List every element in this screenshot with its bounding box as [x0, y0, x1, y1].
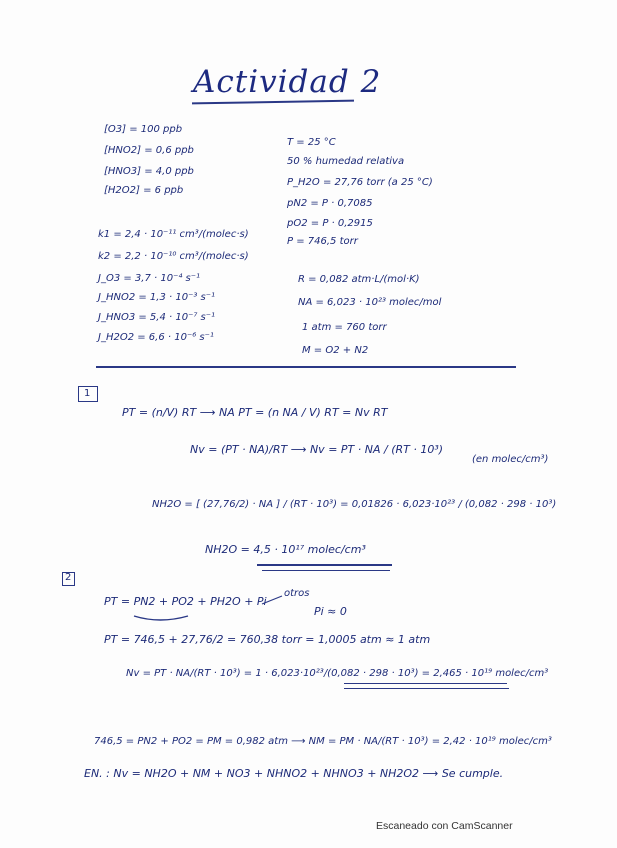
condition: pO2 = P · 0,2915 — [287, 218, 373, 229]
constant: 1 atm = 760 torr — [302, 322, 387, 333]
equation-line: PT = (n/V) RT ⟶ NA PT = (n NA / V) RT = Nv RT — [122, 406, 388, 419]
equation-line: NH2O = [ (27,76/2) · NA ] / (RT · 10³) = 0,01826 · 6,023·10²³ / (0,082 · 298 · 10³) — [152, 499, 557, 510]
equation-line: 746,5 = PN2 + PO2 = PM = 0,982 atm ⟶ NM = PM · NA/(RT · 10³) = 2,42 · 10¹⁹ molec/cm³ — [94, 736, 552, 747]
page-title: Actividad 2 — [193, 64, 382, 100]
given-concentration: [HNO3] = 4,0 ppb — [104, 166, 194, 177]
arrow-mark — [262, 596, 282, 604]
rate-constant: J_H2O2 = 6,6 · 10⁻⁶ s⁻¹ — [98, 332, 214, 343]
equation-line: EN. : Nv = NH2O + NM + NO3 + NHNO2 + NHNO3 + NH2O2 ⟶ Se cumple. — [84, 767, 504, 780]
equation-line: PT = PN2 + PO2 + PH2O + Pi — [104, 595, 267, 608]
condition: 50 % humedad relativa — [287, 156, 405, 167]
unit-note: (en molec/cm³) — [472, 454, 549, 465]
given-concentration: [H2O2] = 6 ppb — [104, 185, 184, 196]
result-line: NH2O = 4,5 · 10¹⁷ molec/cm³ — [205, 543, 366, 556]
given-concentration: [O3] = 100 ppb — [104, 124, 183, 135]
section-number: 2 — [65, 572, 72, 583]
constant: NA = 6,023 · 10²³ molec/mol — [298, 297, 442, 308]
section-number: 1 — [84, 388, 91, 399]
annotation: Pi ≈ 0 — [314, 605, 347, 618]
rate-constant: k1 = 2,4 · 10⁻¹¹ cm³/(molec·s) — [98, 229, 249, 240]
scanner-watermark: Escaneado con CamScanner — [376, 820, 513, 832]
equation-line: PT = 746,5 + 27,76/2 = 760,38 torr = 1,0005 atm ≈ 1 atm — [104, 633, 431, 646]
equation-line: Nv = (PT · NA)/RT ⟶ Nv = PT · NA / (RT · 10³) — [190, 443, 444, 456]
annotation: otros — [284, 588, 310, 599]
condition: P_H2O = 27,76 torr (a 25 °C) — [287, 177, 433, 188]
condition: T = 25 °C — [287, 137, 336, 148]
constant: M = O2 + N2 — [302, 345, 369, 356]
given-concentration: [HNO2] = 0,6 ppb — [104, 145, 194, 156]
equation-line: Nv = PT · NA/(RT · 10³) = 1 · 6,023·10²³/(0,082 · 298 · 10³) = 2,465 · 10¹⁹ molec/cm³ — [126, 668, 549, 679]
brace-mark — [134, 616, 188, 620]
condition: pN2 = P · 0,7085 — [287, 198, 373, 209]
condition: P = 746,5 torr — [287, 236, 358, 247]
rate-constant: J_HNO2 = 1,3 · 10⁻³ s⁻¹ — [98, 292, 216, 303]
rate-constant: k2 = 2,2 · 10⁻¹⁰ cm³/(molec·s) — [98, 251, 249, 262]
constant: R = 0,082 atm·L/(mol·K) — [298, 274, 420, 285]
rate-constant: J_O3 = 3,7 · 10⁻⁴ s⁻¹ — [98, 273, 201, 284]
rate-constant: J_HNO3 = 5,4 · 10⁻⁷ s⁻¹ — [98, 312, 216, 323]
